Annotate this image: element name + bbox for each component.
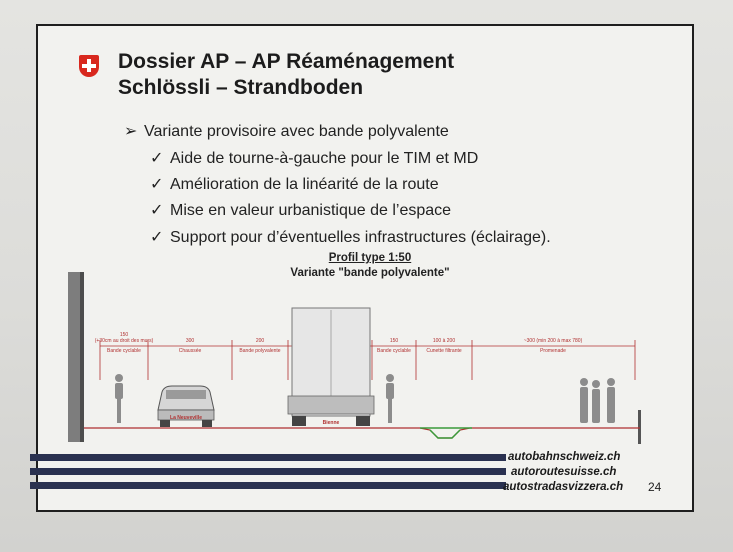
zone-label: Bande cyclable — [377, 348, 411, 354]
check-icon: ✓ — [150, 150, 164, 167]
website-link[interactable]: autostradasvizzera.ch — [503, 481, 624, 493]
website-link[interactable]: autobahnschweiz.ch — [508, 451, 621, 463]
zone-label: Bande cyclable — [107, 348, 141, 354]
slide-title-line-2: Schlössli – Strandboden — [118, 76, 364, 99]
sub-bullet — [150, 226, 551, 250]
zone-label: Cunette filtrante — [426, 348, 462, 354]
slide-title — [118, 49, 454, 101]
check-icon: ✓ — [150, 202, 164, 219]
main-bullet-text: Variante provisoire avec bande polyvalente — [144, 123, 449, 140]
zone-label: Chaussée — [178, 348, 202, 354]
cross-section-diagram — [60, 268, 645, 448]
pedestrians-illustration — [580, 378, 615, 423]
footer-stripes — [30, 452, 510, 494]
zone-label: Bande polyvalente — [239, 348, 281, 354]
dimension-value: ~300 (min 200 à max 780) — [523, 338, 583, 344]
dimension-value: 300 — [185, 338, 195, 344]
cyclist-left-illustration — [115, 374, 123, 423]
swiss-crest-icon — [79, 55, 99, 77]
zone-label: Promenade — [540, 348, 566, 354]
sub-bullet-text: Aide de tourne-à-gauche pour le TIM et MD — [170, 150, 479, 167]
page-number: 24 — [648, 480, 662, 494]
truck-illustration — [288, 308, 374, 426]
slide-title-line-1: Dossier AP – AP Réaménagement — [118, 50, 455, 73]
car-illustration — [158, 386, 214, 427]
sub-bullet — [150, 173, 439, 197]
sub-bullet — [150, 147, 478, 171]
dimension-note: (+30cm au droit des murs) — [94, 338, 154, 344]
check-icon: ✓ — [150, 176, 164, 193]
diagram-title: Profil type 1:50 — [328, 252, 412, 264]
ground-line — [84, 428, 640, 438]
sub-bullet — [150, 199, 451, 223]
sub-bullet-text: Mise en valeur urbanistique de l’espace — [170, 202, 452, 219]
website-link[interactable]: autoroutesuisse.ch — [511, 466, 617, 478]
sub-bullet-text: Amélioration de la linéarité de la route — [170, 176, 439, 193]
main-bullet — [124, 120, 449, 144]
right-post — [638, 410, 641, 444]
cyclist-right-illustration — [386, 374, 394, 423]
dimension-value: 150 — [389, 338, 399, 344]
sub-bullet-text: Support pour d’éventuelles infrastructures (éclairage). — [170, 229, 551, 246]
diagram-subtitle: Variante "bande polyvalente" — [290, 267, 450, 279]
arrow-bullet-icon: ➢ — [124, 123, 138, 140]
check-icon: ✓ — [150, 229, 164, 246]
dimension-value: 100 à 200 — [432, 338, 456, 344]
vehicle-label: Bienne — [322, 420, 340, 426]
dimension-value: 200 — [255, 338, 265, 344]
dimension-value: 150 — [119, 332, 129, 338]
vehicle-label: La Neuveville — [170, 415, 202, 421]
